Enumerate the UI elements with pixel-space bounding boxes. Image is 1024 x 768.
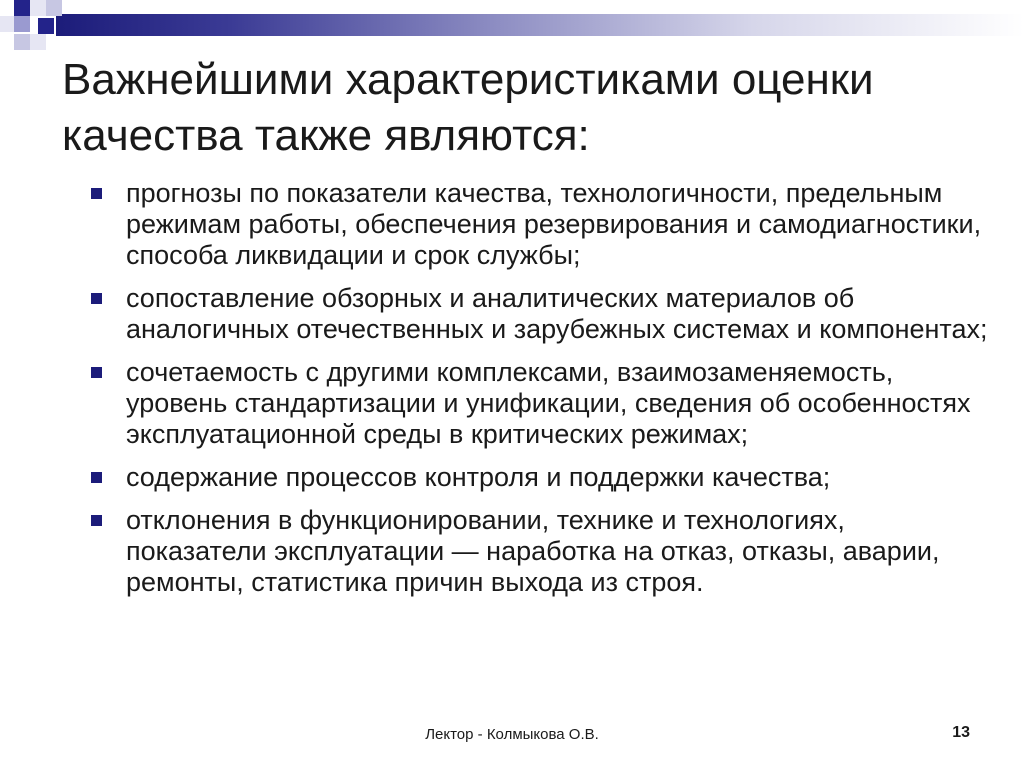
square-bullet-icon xyxy=(91,293,102,304)
decor-square xyxy=(46,0,62,16)
slide-title: Важнейшими характеристиками оценки качества также являются: xyxy=(62,55,874,160)
square-bullet-icon xyxy=(91,188,102,199)
square-bullet-icon xyxy=(91,472,102,483)
footer-lecturer: Лектор - Колмыкова О.В. xyxy=(425,726,599,743)
bullet-text: прогнозы по показатели качества, технологичности, предельным режимам работы, обеспечения резервирования и самодиагностики, способа ликвидации и срок службы; xyxy=(126,178,982,270)
bullet-item xyxy=(90,283,990,345)
decor-square xyxy=(38,18,54,34)
bullet-text: сочетаемость с другими комплексами, взаимозаменяемость, уровень стандартизации и унификации, сведения об особенностях эксплуатационной среды в критических режимах; xyxy=(126,357,971,449)
decor-square xyxy=(14,34,30,50)
bullet-item xyxy=(90,357,990,450)
bullet-item xyxy=(90,505,990,598)
bullet-list xyxy=(90,178,990,610)
bullet-text: отклонения в функционировании, технике и технологиях, показатели эксплуатации — наработка на отказ, отказы, аварии, ремонты, статистика причин выхода из строя. xyxy=(126,505,940,597)
square-bullet-icon xyxy=(91,515,102,526)
square-bullet-icon xyxy=(91,367,102,378)
bullet-item xyxy=(90,462,990,493)
page-number: 13 xyxy=(952,724,970,741)
bullet-text: содержание процессов контроля и поддержки качества; xyxy=(126,462,831,492)
header-decoration xyxy=(0,0,1024,50)
header-gradient-band xyxy=(56,14,1024,36)
bullet-text: сопоставление обзорных и аналитических материалов об аналогичных отечественных и зарубежных системах и компонентах; xyxy=(126,283,988,344)
bullet-item xyxy=(90,178,990,271)
decor-square xyxy=(30,34,46,50)
decor-square xyxy=(30,0,46,16)
decor-square xyxy=(14,0,30,16)
decor-square xyxy=(14,16,30,32)
